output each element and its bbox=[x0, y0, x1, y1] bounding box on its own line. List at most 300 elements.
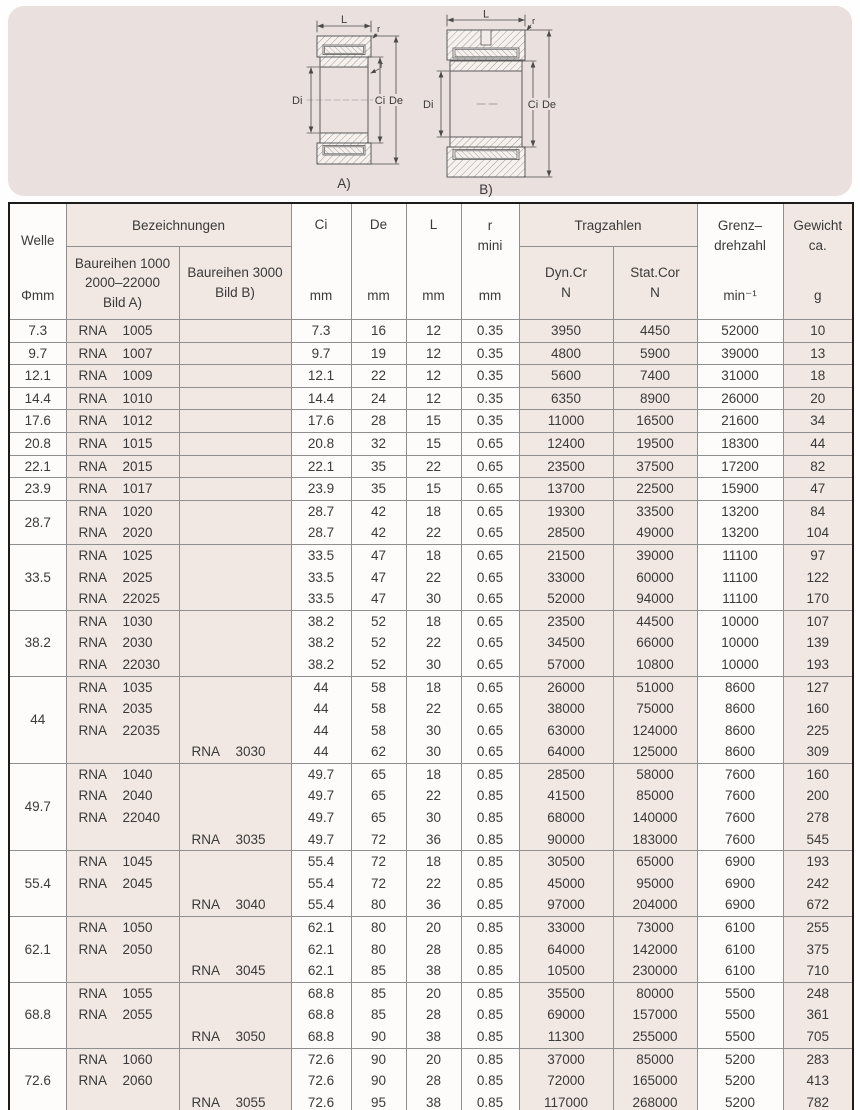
rna-prefix: RNA bbox=[78, 345, 108, 361]
designation-bild-a bbox=[66, 960, 179, 982]
cell-l: 22 bbox=[406, 632, 461, 654]
cell-grenzdrehzahl: 7600 bbox=[697, 807, 783, 829]
table-row bbox=[9, 654, 853, 676]
cell-stat-cor: 204000 bbox=[613, 894, 697, 916]
cell-gewicht: 20 bbox=[783, 387, 853, 410]
cell-gewicht: 545 bbox=[783, 829, 853, 851]
cell-grenzdrehzahl: 5500 bbox=[697, 1026, 783, 1048]
designation-bild-a bbox=[66, 720, 179, 742]
cell-de: 47 bbox=[351, 567, 406, 589]
designation-bild-a bbox=[66, 632, 179, 654]
table-row bbox=[9, 1070, 853, 1092]
cell-gewicht: 225 bbox=[783, 720, 853, 742]
rna-prefix: RNA bbox=[78, 613, 108, 629]
cell-gewicht: 122 bbox=[783, 567, 853, 589]
cell-ci: 72.6 bbox=[291, 1070, 351, 1092]
cell-ci: 28.7 bbox=[291, 500, 351, 522]
cell-grenzdrehzahl: 6900 bbox=[697, 851, 783, 873]
cell-dyn-cr: 4800 bbox=[519, 342, 613, 365]
rna-prefix: RNA bbox=[78, 503, 108, 519]
table-row bbox=[9, 982, 853, 1004]
welle-value: 72.6 bbox=[9, 1048, 66, 1110]
rna-prefix: RNA bbox=[78, 722, 108, 738]
cell-l: 36 bbox=[406, 829, 461, 851]
rna-number: 2030 bbox=[122, 635, 153, 651]
header-r-mini-label: mini bbox=[477, 238, 503, 254]
cell-r-mini: 0.65 bbox=[461, 588, 519, 610]
cell-stat-cor: 268000 bbox=[613, 1092, 697, 1110]
header-grenz-line1: Grenz– bbox=[717, 218, 763, 233]
cell-r-mini: 0.65 bbox=[461, 698, 519, 720]
cell-dyn-cr: 11300 bbox=[519, 1026, 613, 1048]
cell-dyn-cr: 72000 bbox=[519, 1070, 613, 1092]
cell-ci: 38.2 bbox=[291, 654, 351, 676]
cell-stat-cor: 8900 bbox=[613, 387, 697, 410]
table-row bbox=[9, 1004, 853, 1026]
designation-bild-b bbox=[179, 410, 291, 433]
cell-grenzdrehzahl: 8600 bbox=[697, 741, 783, 763]
cell-dyn-cr: 35500 bbox=[519, 982, 613, 1004]
header-gewicht-line1: Gewicht bbox=[793, 218, 843, 233]
table-row bbox=[9, 522, 853, 544]
cell-r-mini: 0.65 bbox=[461, 654, 519, 676]
welle-group bbox=[9, 763, 853, 850]
designation-bild-a bbox=[66, 522, 179, 544]
cell-stat-cor: 19500 bbox=[613, 432, 697, 455]
table-row bbox=[9, 829, 853, 851]
cell-dyn-cr: 23500 bbox=[519, 610, 613, 632]
cell-stat-cor: 22500 bbox=[613, 478, 697, 501]
designation-bild-a bbox=[66, 342, 179, 365]
table-row bbox=[9, 610, 853, 632]
welle-group bbox=[9, 365, 853, 388]
cell-gewicht: 193 bbox=[783, 851, 853, 873]
rna-number: 22025 bbox=[122, 591, 161, 607]
header-welle-label: Welle bbox=[20, 233, 55, 248]
rna-number: 2025 bbox=[122, 569, 153, 585]
cell-grenzdrehzahl: 31000 bbox=[697, 365, 783, 388]
cell-de: 65 bbox=[351, 807, 406, 829]
cell-de: 72 bbox=[351, 851, 406, 873]
header-r-unit: mm bbox=[478, 288, 502, 304]
rna-prefix: RNA bbox=[78, 435, 108, 451]
header-baureihen-b-line1: Baureihen 3000 bbox=[187, 265, 283, 281]
designation-bild-a bbox=[66, 387, 179, 410]
cell-l: 12 bbox=[406, 387, 461, 410]
cell-stat-cor: 142000 bbox=[613, 939, 697, 961]
diagram-b-caption: B) bbox=[479, 182, 493, 197]
cell-gewicht: 34 bbox=[783, 410, 853, 433]
table-row bbox=[9, 1048, 853, 1070]
cell-dyn-cr: 26000 bbox=[519, 676, 613, 698]
cell-de: 28 bbox=[351, 410, 406, 433]
header-grenzdrehzahl bbox=[697, 203, 783, 320]
cell-gewicht: 283 bbox=[783, 1048, 853, 1070]
table-row bbox=[9, 320, 853, 343]
designation-bild-b bbox=[179, 873, 291, 895]
designation-bild-b bbox=[179, 500, 291, 522]
cell-l: 30 bbox=[406, 741, 461, 763]
cell-de: 85 bbox=[351, 982, 406, 1004]
header-baureihen-a-line3: Bild A) bbox=[102, 294, 143, 310]
rna-prefix: RNA bbox=[191, 744, 221, 760]
welle-value: 9.7 bbox=[9, 342, 66, 365]
designation-bild-b bbox=[179, 588, 291, 610]
cell-stat-cor: 73000 bbox=[613, 917, 697, 939]
designation-bild-a bbox=[66, 320, 179, 343]
header-tragzahlen: Tragzahlen bbox=[519, 203, 697, 247]
cell-ci: 44 bbox=[291, 698, 351, 720]
welle-group bbox=[9, 676, 853, 763]
cell-ci: 49.7 bbox=[291, 785, 351, 807]
designation-bild-b bbox=[179, 741, 291, 763]
rna-prefix: RNA bbox=[78, 941, 108, 957]
designation-bild-b bbox=[179, 1004, 291, 1026]
cell-stat-cor: 37500 bbox=[613, 455, 697, 478]
cell-stat-cor: 85000 bbox=[613, 785, 697, 807]
header-welle bbox=[9, 203, 66, 320]
rna-number: 3055 bbox=[235, 1094, 266, 1110]
welle-value: 68.8 bbox=[9, 982, 66, 1048]
designation-bild-a bbox=[66, 763, 179, 785]
rna-prefix: RNA bbox=[78, 458, 108, 474]
table-row bbox=[9, 567, 853, 589]
designation-bild-a bbox=[66, 1070, 179, 1092]
cell-de: 16 bbox=[351, 320, 406, 343]
cell-dyn-cr: 34500 bbox=[519, 632, 613, 654]
cell-r-mini: 0.85 bbox=[461, 960, 519, 982]
cell-grenzdrehzahl: 13200 bbox=[697, 500, 783, 522]
designation-bild-b bbox=[179, 939, 291, 961]
rna-number: 2060 bbox=[122, 1073, 153, 1089]
cell-ci: 14.4 bbox=[291, 387, 351, 410]
welle-value: 20.8 bbox=[9, 432, 66, 455]
cell-stat-cor: 39000 bbox=[613, 544, 697, 566]
cell-de: 72 bbox=[351, 829, 406, 851]
cell-dyn-cr: 33000 bbox=[519, 567, 613, 589]
rna-number: 3035 bbox=[235, 831, 266, 847]
rna-prefix: RNA bbox=[78, 701, 108, 717]
designation-bild-a bbox=[66, 676, 179, 698]
cell-stat-cor: 125000 bbox=[613, 741, 697, 763]
cell-grenzdrehzahl: 5500 bbox=[697, 982, 783, 1004]
header-ci-unit: mm bbox=[309, 288, 333, 304]
welle-group bbox=[9, 500, 853, 544]
header-gewicht-unit: g bbox=[814, 288, 822, 304]
cell-de: 47 bbox=[351, 544, 406, 566]
designation-bild-b bbox=[179, 1092, 291, 1110]
cell-gewicht: 97 bbox=[783, 544, 853, 566]
table-row bbox=[9, 939, 853, 961]
cell-ci: 44 bbox=[291, 676, 351, 698]
cell-de: 52 bbox=[351, 632, 406, 654]
cell-grenzdrehzahl: 52000 bbox=[697, 320, 783, 343]
cell-grenzdrehzahl: 6900 bbox=[697, 894, 783, 916]
cell-dyn-cr: 45000 bbox=[519, 873, 613, 895]
cell-l: 22 bbox=[406, 567, 461, 589]
cell-gewicht: 413 bbox=[783, 1070, 853, 1092]
cell-dyn-cr: 19300 bbox=[519, 500, 613, 522]
table-row bbox=[9, 455, 853, 478]
rna-number: 2040 bbox=[122, 788, 153, 804]
cell-l: 30 bbox=[406, 588, 461, 610]
cell-grenzdrehzahl: 5200 bbox=[697, 1092, 783, 1110]
cell-de: 58 bbox=[351, 698, 406, 720]
header-baureihen-a-line2: 2000–22000 bbox=[84, 275, 161, 291]
rna-prefix: RNA bbox=[78, 390, 108, 406]
rna-number: 1045 bbox=[122, 854, 153, 870]
cell-r-mini: 0.35 bbox=[461, 387, 519, 410]
header-stat-unit: N bbox=[650, 285, 660, 300]
bearing-diagram-a bbox=[292, 14, 404, 191]
cell-de: 65 bbox=[351, 763, 406, 785]
header-l-unit: mm bbox=[422, 288, 445, 304]
cell-l: 20 bbox=[406, 982, 461, 1004]
rna-number: 3040 bbox=[235, 897, 266, 913]
cell-gewicht: 193 bbox=[783, 654, 853, 676]
designation-bild-a bbox=[66, 1048, 179, 1070]
cell-grenzdrehzahl: 13200 bbox=[697, 522, 783, 544]
rna-number: 22040 bbox=[122, 810, 161, 826]
cell-dyn-cr: 3950 bbox=[519, 320, 613, 343]
cell-de: 80 bbox=[351, 894, 406, 916]
designation-bild-b bbox=[179, 785, 291, 807]
cell-stat-cor: 51000 bbox=[613, 676, 697, 698]
designation-bild-b bbox=[179, 1070, 291, 1092]
cell-ci: 55.4 bbox=[291, 851, 351, 873]
header-dyn-label: Dyn.Cr bbox=[545, 265, 588, 281]
designation-bild-b bbox=[179, 894, 291, 916]
designation-bild-a bbox=[66, 478, 179, 501]
cell-r-mini: 0.85 bbox=[461, 807, 519, 829]
rna-prefix: RNA bbox=[191, 1094, 221, 1110]
cell-grenzdrehzahl: 21600 bbox=[697, 410, 783, 433]
table-row bbox=[9, 478, 853, 501]
dim-label-r: r bbox=[532, 16, 536, 27]
dim-label-ci: Ci bbox=[527, 99, 539, 111]
welle-group bbox=[9, 432, 853, 455]
welle-group bbox=[9, 455, 853, 478]
rna-prefix: RNA bbox=[78, 985, 108, 1001]
header-r-mini bbox=[461, 203, 519, 320]
cell-ci: 23.9 bbox=[291, 478, 351, 501]
cell-ci: 33.5 bbox=[291, 544, 351, 566]
rna-number: 1020 bbox=[122, 503, 153, 519]
dim-label-ci: Ci bbox=[374, 95, 386, 107]
designation-bild-a bbox=[66, 588, 179, 610]
welle-group bbox=[9, 917, 853, 983]
dim-label-l: L bbox=[482, 10, 490, 21]
cell-grenzdrehzahl: 15900 bbox=[697, 478, 783, 501]
cell-stat-cor: 44500 bbox=[613, 610, 697, 632]
table-row bbox=[9, 785, 853, 807]
cell-dyn-cr: 37000 bbox=[519, 1048, 613, 1070]
cell-l: 36 bbox=[406, 894, 461, 916]
header-gewicht bbox=[783, 203, 853, 320]
cell-dyn-cr: 90000 bbox=[519, 829, 613, 851]
welle-value: 62.1 bbox=[9, 917, 66, 983]
bearing-diagram-b bbox=[423, 10, 557, 197]
rna-number: 2055 bbox=[122, 1007, 153, 1023]
designation-bild-a bbox=[66, 654, 179, 676]
cell-grenzdrehzahl: 11100 bbox=[697, 567, 783, 589]
cell-l: 30 bbox=[406, 720, 461, 742]
cell-de: 85 bbox=[351, 960, 406, 982]
rna-number: 1050 bbox=[122, 920, 153, 936]
cell-r-mini: 0.35 bbox=[461, 365, 519, 388]
dim-label-l: L bbox=[340, 14, 348, 26]
cell-r-mini: 0.85 bbox=[461, 894, 519, 916]
cell-ci: 44 bbox=[291, 741, 351, 763]
cell-gewicht: 248 bbox=[783, 982, 853, 1004]
welle-value: 14.4 bbox=[9, 387, 66, 410]
welle-value: 23.9 bbox=[9, 478, 66, 501]
cell-r-mini: 0.85 bbox=[461, 1092, 519, 1110]
cell-r-mini: 0.65 bbox=[461, 567, 519, 589]
cell-l: 28 bbox=[406, 939, 461, 961]
table-row bbox=[9, 1092, 853, 1110]
cell-stat-cor: 95000 bbox=[613, 873, 697, 895]
rna-number: 22035 bbox=[122, 722, 161, 738]
designation-bild-b bbox=[179, 807, 291, 829]
cell-ci: 68.8 bbox=[291, 1004, 351, 1026]
cell-r-mini: 0.65 bbox=[461, 455, 519, 478]
welle-group bbox=[9, 320, 853, 343]
designation-bild-b bbox=[179, 676, 291, 698]
cell-dyn-cr: 23500 bbox=[519, 455, 613, 478]
cell-stat-cor: 10800 bbox=[613, 654, 697, 676]
table-row bbox=[9, 544, 853, 566]
designation-bild-b bbox=[179, 1048, 291, 1070]
cell-r-mini: 0.85 bbox=[461, 982, 519, 1004]
rna-number: 3045 bbox=[235, 963, 266, 979]
cell-gewicht: 13 bbox=[783, 342, 853, 365]
header-r-label: r bbox=[487, 218, 493, 233]
cell-r-mini: 0.85 bbox=[461, 1070, 519, 1092]
cell-l: 12 bbox=[406, 320, 461, 343]
rna-prefix: RNA bbox=[78, 1073, 108, 1089]
designation-bild-a bbox=[66, 939, 179, 961]
cell-ci: 55.4 bbox=[291, 894, 351, 916]
cell-stat-cor: 124000 bbox=[613, 720, 697, 742]
cell-de: 52 bbox=[351, 610, 406, 632]
cell-dyn-cr: 28500 bbox=[519, 522, 613, 544]
cell-de: 80 bbox=[351, 939, 406, 961]
cell-dyn-cr: 64000 bbox=[519, 939, 613, 961]
cell-gewicht: 84 bbox=[783, 500, 853, 522]
rna-number: 3030 bbox=[235, 744, 266, 760]
cell-gewicht: 160 bbox=[783, 763, 853, 785]
cell-l: 15 bbox=[406, 478, 461, 501]
cell-ci: 33.5 bbox=[291, 567, 351, 589]
designation-bild-b bbox=[179, 654, 291, 676]
cell-r-mini: 0.85 bbox=[461, 873, 519, 895]
cell-gewicht: 782 bbox=[783, 1092, 853, 1110]
header-grenz-unit: min⁻¹ bbox=[723, 288, 757, 304]
cell-grenzdrehzahl: 8600 bbox=[697, 698, 783, 720]
rna-prefix: RNA bbox=[78, 323, 108, 338]
header-de-unit: mm bbox=[367, 288, 390, 304]
rna-number: 22030 bbox=[122, 656, 161, 672]
rna-number: 1009 bbox=[122, 368, 153, 384]
header-baureihen-b-line2: Bild B) bbox=[215, 285, 255, 300]
cell-dyn-cr: 64000 bbox=[519, 741, 613, 763]
rna-prefix: RNA bbox=[78, 788, 108, 804]
header-gewicht-line2: ca. bbox=[808, 238, 827, 254]
table-row bbox=[9, 500, 853, 522]
cell-dyn-cr: 38000 bbox=[519, 698, 613, 720]
header-stat-cor bbox=[613, 247, 697, 320]
cell-stat-cor: 4450 bbox=[613, 320, 697, 343]
cell-grenzdrehzahl: 8600 bbox=[697, 676, 783, 698]
cell-l: 22 bbox=[406, 873, 461, 895]
cell-ci: 68.8 bbox=[291, 1026, 351, 1048]
rna-number: 2035 bbox=[122, 701, 153, 717]
cell-stat-cor: 16500 bbox=[613, 410, 697, 433]
cell-l: 22 bbox=[406, 455, 461, 478]
welle-group bbox=[9, 982, 853, 1048]
cell-l: 28 bbox=[406, 1004, 461, 1026]
designation-bild-a bbox=[66, 1026, 179, 1048]
cell-stat-cor: 94000 bbox=[613, 588, 697, 610]
welle-value: 38.2 bbox=[9, 610, 66, 676]
cell-l: 20 bbox=[406, 917, 461, 939]
rna-prefix: RNA bbox=[191, 1029, 221, 1044]
rna-prefix: RNA bbox=[78, 635, 108, 651]
table-row bbox=[9, 365, 853, 388]
rna-prefix: RNA bbox=[78, 1007, 108, 1023]
cell-gewicht: 705 bbox=[783, 1026, 853, 1048]
table-row bbox=[9, 763, 853, 785]
rna-prefix: RNA bbox=[78, 368, 108, 384]
rna-number: 1017 bbox=[122, 481, 153, 497]
cell-de: 42 bbox=[351, 522, 406, 544]
cell-dyn-cr: 10500 bbox=[519, 960, 613, 982]
cell-stat-cor: 60000 bbox=[613, 567, 697, 589]
designation-bild-b bbox=[179, 342, 291, 365]
designation-bild-a bbox=[66, 894, 179, 916]
cell-l: 22 bbox=[406, 698, 461, 720]
table-row bbox=[9, 873, 853, 895]
designation-bild-b bbox=[179, 632, 291, 654]
cell-de: 80 bbox=[351, 917, 406, 939]
welle-value: 12.1 bbox=[9, 365, 66, 388]
cell-de: 22 bbox=[351, 365, 406, 388]
cell-grenzdrehzahl: 10000 bbox=[697, 610, 783, 632]
cell-stat-cor: 5900 bbox=[613, 342, 697, 365]
header-baureihen-a-line1: Baureihen 1000 bbox=[74, 255, 171, 271]
cell-dyn-cr: 12400 bbox=[519, 432, 613, 455]
designation-bild-b bbox=[179, 610, 291, 632]
header-bezeichnungen: Bezeichnungen bbox=[66, 203, 291, 247]
designation-bild-b bbox=[179, 982, 291, 1004]
dim-label-r-inner: r bbox=[380, 60, 384, 71]
rna-number: 1007 bbox=[122, 345, 153, 361]
designation-bild-a bbox=[66, 982, 179, 1004]
cell-grenzdrehzahl: 11100 bbox=[697, 588, 783, 610]
cell-grenzdrehzahl: 7600 bbox=[697, 763, 783, 785]
table-row bbox=[9, 807, 853, 829]
cell-l: 18 bbox=[406, 500, 461, 522]
cell-de: 62 bbox=[351, 741, 406, 763]
cell-l: 18 bbox=[406, 763, 461, 785]
cell-grenzdrehzahl: 17200 bbox=[697, 455, 783, 478]
cell-gewicht: 139 bbox=[783, 632, 853, 654]
cell-gewicht: 375 bbox=[783, 939, 853, 961]
cell-de: 52 bbox=[351, 654, 406, 676]
cell-l: 18 bbox=[406, 544, 461, 566]
cell-r-mini: 0.35 bbox=[461, 342, 519, 365]
